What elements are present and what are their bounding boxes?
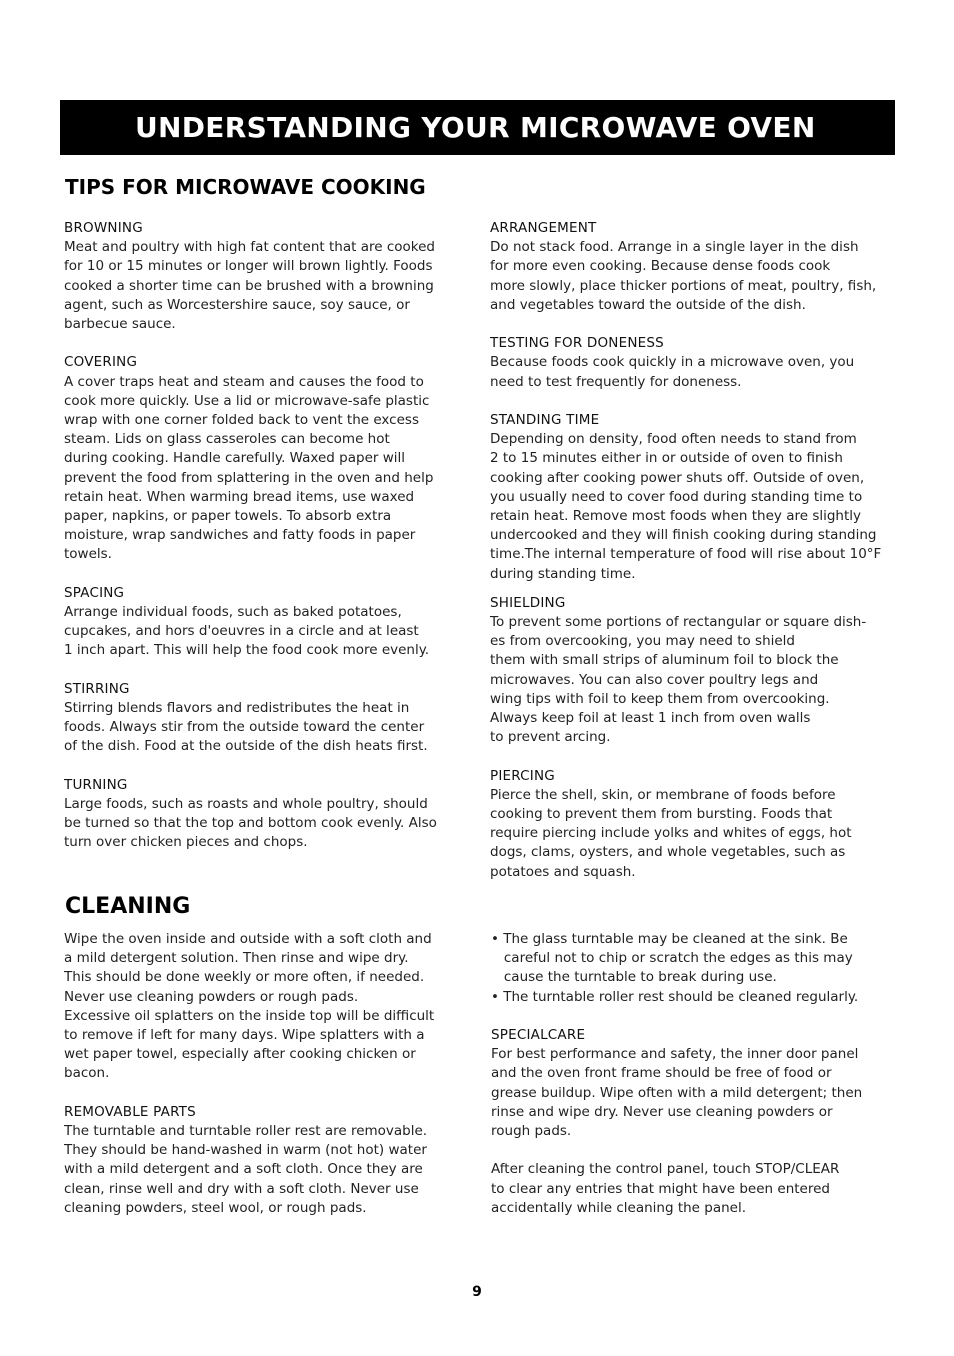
cleaning-section-title: CLEANING — [65, 894, 191, 919]
text-line: bacon. — [64, 1065, 110, 1082]
text-line: accidentally while cleaning the panel. — [491, 1199, 747, 1216]
text-line: wet paper towel, especially after cooking chicken or — [64, 1046, 416, 1063]
piercing-text — [490, 786, 900, 882]
text-line: during standing time. — [490, 565, 636, 582]
arrangement-section — [490, 219, 900, 315]
text-line: After cleaning the control panel, touch STOP/CLEAR — [491, 1161, 840, 1178]
text-line: This should be done weekly or more often, if needed. — [64, 969, 425, 986]
text-line: cook more quickly. Use a lid or microwave-safe plastic — [64, 392, 430, 409]
text-line: with a mild detergent and a soft cloth. Once they are — [64, 1161, 423, 1178]
spacing-section — [64, 584, 464, 661]
browning-text — [64, 238, 464, 334]
text-line: time.The internal temperature of food will rise about 10°F — [490, 546, 882, 563]
text-line: For best performance and safety, the inner door panel — [491, 1046, 859, 1063]
stirring-section — [64, 680, 464, 757]
specialcare-heading: SPECIALCARE — [491, 1027, 586, 1043]
stirring-text — [64, 699, 464, 757]
piercing-heading: PIERCING — [490, 767, 555, 784]
page-number: 9 — [472, 1284, 482, 1300]
bullet-line: • The glass turntable may be cleaned at the sink. Be — [491, 931, 848, 947]
arrangement-heading: ARRANGEMENT — [490, 220, 597, 236]
cleaning-intro — [64, 930, 464, 1084]
text-line: To prevent some portions of rectangular or square dish- — [490, 614, 867, 631]
text-line: towels. — [64, 546, 112, 563]
text-line: Depending on density, food often needs to stand from — [490, 431, 857, 448]
text-line: potatoes and squash. — [490, 863, 636, 880]
text-line: agent, such as Worcestershire sauce, soy sauce, or — [64, 296, 410, 313]
bullet-line: • The turntable roller rest should be cleaned regularly. — [491, 988, 859, 1005]
text-line: prevent the food from splattering in the oven and help — [64, 469, 434, 486]
text-line: steam. Lids on glass casseroles can become hot — [64, 431, 390, 448]
shielding-heading: SHIELDING — [490, 594, 566, 611]
text-line: foods. Always stir from the outside toward the center — [64, 719, 425, 736]
cleaning-bullets — [491, 930, 901, 1007]
text-line: cleaning powders, steel wool, or rough pads. — [64, 1199, 367, 1216]
text-line: 2 to 15 minutes either in or outside of oven to finish — [490, 450, 843, 467]
shielding-text — [490, 613, 900, 747]
text-line: be turned so that the top and bottom cook evenly. Also — [64, 815, 437, 832]
text-line: a mild detergent solution. Then rinse and wipe dry. — [64, 950, 409, 967]
text-line: cupcakes, and hors d'oeuvres in a circle and at least — [64, 623, 419, 640]
text-line: them with small strips of aluminum foil to block the — [490, 652, 839, 669]
text-line: rough pads. — [491, 1123, 572, 1140]
text-line: retain heat. Remove most foods when they are slightly — [490, 508, 862, 525]
spacing-text — [64, 603, 464, 661]
text-line: Because foods cook quickly in a microwave oven, you — [490, 354, 855, 371]
text-line: cooking after cooking power shuts off. Outside of oven, — [490, 469, 865, 486]
specialcare-text — [491, 1045, 901, 1141]
text-line: Stirring blends flavors and redistributes the heat in — [64, 700, 410, 717]
text-line: moisture, wrap sandwiches and fatty foods in paper — [64, 527, 416, 544]
text-line: barbecue sauce. — [64, 316, 176, 333]
browning-heading: BROWNING — [64, 220, 143, 236]
text-line: wrap with one corner folded back to vent the excess — [64, 412, 419, 429]
testing-heading: TESTING FOR DONENESS — [490, 335, 664, 352]
text-line: to remove if left for many days. Wipe splatters with a — [64, 1027, 425, 1044]
text-line: Arrange individual foods, such as baked potatoes, — [64, 604, 402, 621]
cleaning-column-left — [64, 930, 464, 1218]
text-line: to prevent arcing. — [490, 729, 611, 746]
testing-text — [490, 353, 900, 391]
turning-text — [64, 795, 464, 853]
text-line: and the oven front frame should be free of food or — [491, 1065, 832, 1082]
text-line: The turntable and turntable roller rest are removable. — [64, 1123, 428, 1140]
bullet-line: cause the turntable to break during use. — [491, 969, 777, 986]
text-line: Excessive oil splatters on the inside top will be difficult — [64, 1007, 435, 1024]
text-line: need to test frequently for doneness. — [490, 373, 742, 390]
shielding-section — [490, 594, 900, 748]
standing-text — [490, 430, 900, 584]
text-line: 1 inch apart. This will help the food cook more evenly. — [64, 642, 430, 659]
bullet-line: careful not to chip or scratch the edges as this may — [491, 950, 853, 967]
text-line: Meat and poultry with high fat content that are cooked — [64, 239, 435, 256]
text-line: Wipe the oven inside and outside with a soft cloth and — [64, 931, 432, 947]
piercing-section — [490, 767, 900, 882]
text-line: rinse and wipe dry. Never use cleaning powders or — [491, 1103, 833, 1120]
text-line: A cover traps heat and steam and causes the food to — [64, 373, 424, 390]
text-line: retain heat. When warming bread items, use waxed — [64, 488, 415, 505]
text-line: for more even cooking. Because dense foods cook — [490, 258, 831, 275]
text-line: during cooking. Handle carefully. Waxed paper will — [64, 450, 406, 467]
text-line: Large foods, such as roasts and whole poultry, should — [64, 796, 428, 813]
text-line: cooking to prevent them from bursting. Foods that — [490, 806, 833, 823]
covering-text — [64, 373, 464, 565]
covering-heading: COVERING — [64, 354, 138, 371]
cleaning-intro-text — [64, 930, 464, 1084]
text-line: and vegetables toward the outside of the dish. — [490, 296, 806, 313]
text-line: Do not stack food. Arrange in a single layer in the dish — [490, 239, 859, 256]
control-panel-note — [491, 1160, 901, 1218]
text-line: clean, rinse well and dry with a soft cloth. Never use — [64, 1180, 419, 1197]
tips-column-right — [490, 219, 900, 882]
text-line: Never use cleaning powders or rough pads. — [64, 988, 359, 1005]
browning-section — [64, 219, 464, 334]
specialcare-section — [491, 1026, 901, 1218]
tips-column-left — [64, 219, 464, 853]
text-line: for 10 or 15 minutes or longer will brown lightly. Foods — [64, 258, 433, 275]
text-line: require piercing include yolks and whites of eggs, hot — [490, 825, 852, 842]
text-line: dogs, clams, oysters, and whole vegetables, such as — [490, 844, 846, 861]
standing-heading: STANDING TIME — [490, 412, 600, 428]
removable-parts-text — [64, 1122, 464, 1218]
arrangement-text — [490, 238, 900, 315]
header-banner — [60, 100, 895, 155]
text-line: undercooked and they will finish cooking during standing — [490, 527, 877, 544]
testing-section — [490, 334, 900, 392]
spacing-heading: SPACING — [64, 584, 125, 601]
text-line: wing tips with foil to keep them from overcooking. — [490, 690, 830, 707]
text-line: cooked a shorter time can be brushed with a browning — [64, 277, 434, 294]
text-line: turn over chicken pieces and chops. — [64, 834, 308, 851]
standing-section — [490, 411, 900, 584]
text-line: grease buildup. Wipe often with a mild detergent; then — [491, 1084, 863, 1101]
text-line: Always keep foil at least 1 inch from oven walls — [490, 710, 811, 727]
turning-section — [64, 776, 464, 853]
removable-parts-heading: REMOVABLE PARTS — [64, 1103, 196, 1120]
text-line: you usually need to cover food during standing time to — [490, 488, 863, 505]
removable-parts-section — [64, 1103, 464, 1218]
text-line: es from overcooking, you may need to shield — [490, 633, 796, 650]
covering-section — [64, 353, 464, 564]
tips-section-title: TIPS FOR MICROWAVE COOKING — [65, 175, 426, 199]
cleaning-bullets-text — [491, 930, 901, 1007]
text-line: They should be hand-washed in warm (not hot) water — [64, 1142, 427, 1159]
text-line: to clear any entries that might have been entered — [491, 1180, 830, 1197]
text-line: microwaves. You can also cover poultry legs and — [490, 671, 819, 688]
text-line: paper, napkins, or paper towels. To absorb extra — [64, 508, 392, 525]
turning-heading: TURNING — [64, 776, 128, 793]
stirring-heading: STIRRING — [64, 680, 130, 697]
text-line: more slowly, place thicker portions of meat, poultry, fish, — [490, 277, 877, 294]
text-line: Pierce the shell, skin, or membrane of foods before — [490, 786, 836, 803]
cleaning-column-right — [491, 930, 901, 1218]
page-title: UNDERSTANDING YOUR MICROWAVE OVEN — [135, 111, 816, 144]
text-line: of the dish. Food at the outside of the dish heats first. — [64, 738, 428, 755]
